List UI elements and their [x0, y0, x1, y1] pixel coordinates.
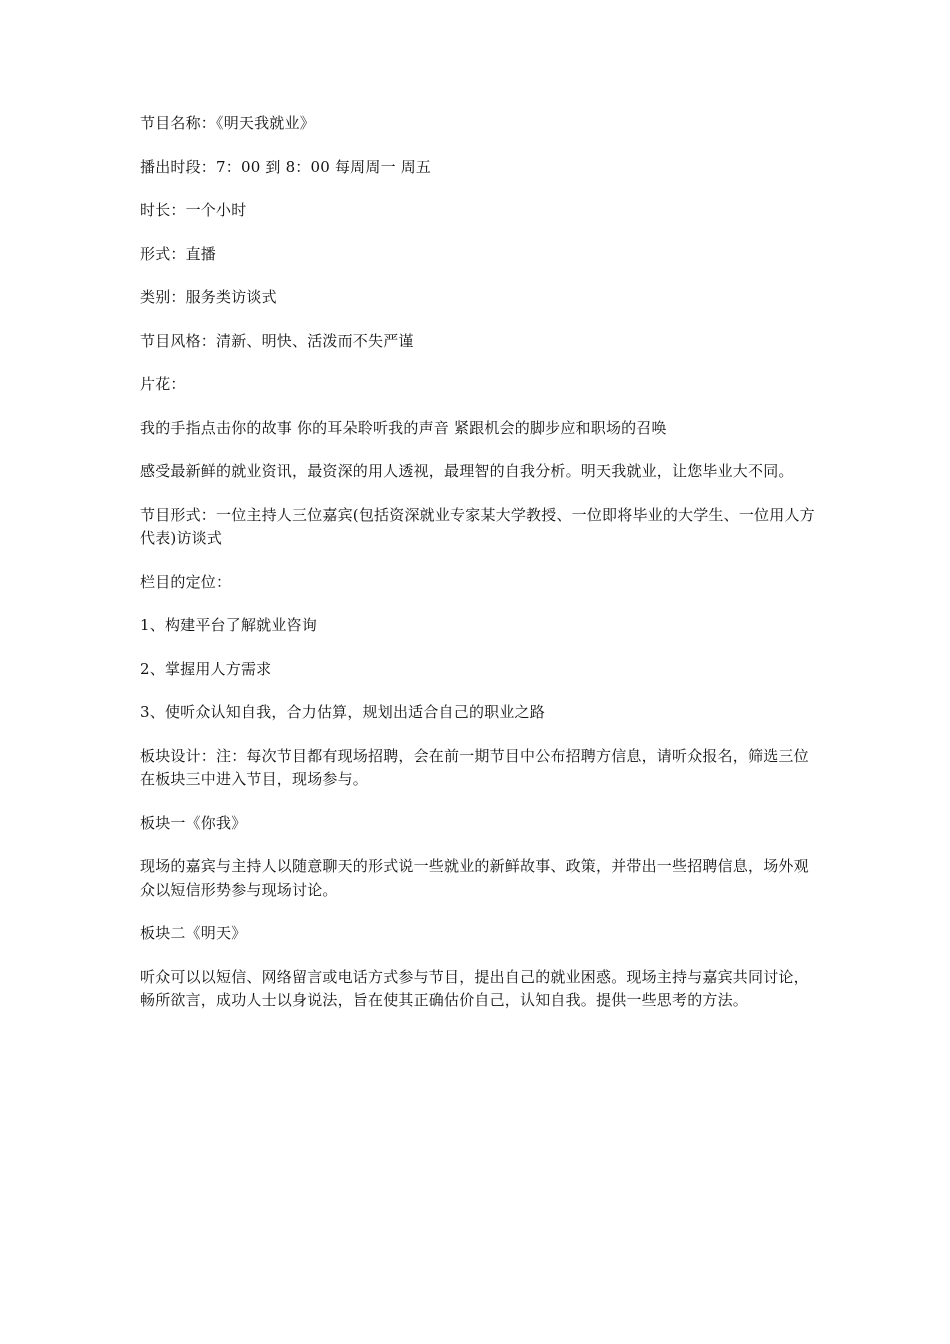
program-name: 节目名称：《明天我就业》: [140, 114, 315, 132]
broadcast-time: 播出时段：7：00 到 8：00 每周周一 周五: [140, 157, 432, 176]
positioning-item-3: 3、使听众认知自我，合力估算，规划出适合自己的职业之路: [140, 703, 545, 721]
segment-2-title: 板块二《明天》: [140, 924, 247, 942]
category: 类别：服务类访谈式: [140, 288, 277, 306]
segment-1-description: 现场的嘉宾与主持人以随意聊天的形式说一些就业的新鲜故事、政策，并带出一些招聘信息，场外观众以短信形势参与现场讨论。: [140, 857, 809, 899]
program-style: 节目风格：清新、明快、活泼而不失严谨: [140, 331, 414, 350]
program-format: 节目形式：一位主持人三位嘉宾(包括资深就业专家某大学教授、一位即将毕业的大学生、一位用人方代表)访谈式: [140, 505, 815, 547]
document-body: [140, 112, 815, 1033]
positioning-item-1: 1、构建平台了解就业咨询: [140, 616, 317, 634]
format: 形式：直播: [140, 244, 217, 263]
positioning-item-2: 2、掌握用人方需求: [140, 659, 272, 678]
segment-1-title: 板块一《你我》: [140, 813, 247, 832]
promo-heading: 片花：: [140, 375, 186, 393]
promo-line-1: 我的手指点击你的故事 你的耳朵聆听我的声音 紧跟机会的脚步应和职场的召唤: [140, 418, 667, 437]
duration: 时长：一个小时: [140, 201, 247, 219]
positioning-heading: 栏目的定位：: [140, 572, 232, 591]
promo-line-2: 感受最新鲜的就业资讯，最资深的用人透视，最理智的自我分析。明天我就业，让您毕业大不同。: [140, 462, 794, 480]
segment-design: 板块设计：注：每次节目都有现场招聘，会在前一期节目中公布招聘方信息，请听众报名，筛选三位在板块三中进入节目，现场参与。: [140, 746, 809, 788]
segment-2-description: 听众可以以短信、网络留言或电话方式参与节目，提出自己的就业困惑。现场主持与嘉宾共同讨论，畅所欲言，成功人士以身说法，旨在使其正确估价自己，认知自我。提供一些思考的方法。: [140, 967, 809, 1009]
